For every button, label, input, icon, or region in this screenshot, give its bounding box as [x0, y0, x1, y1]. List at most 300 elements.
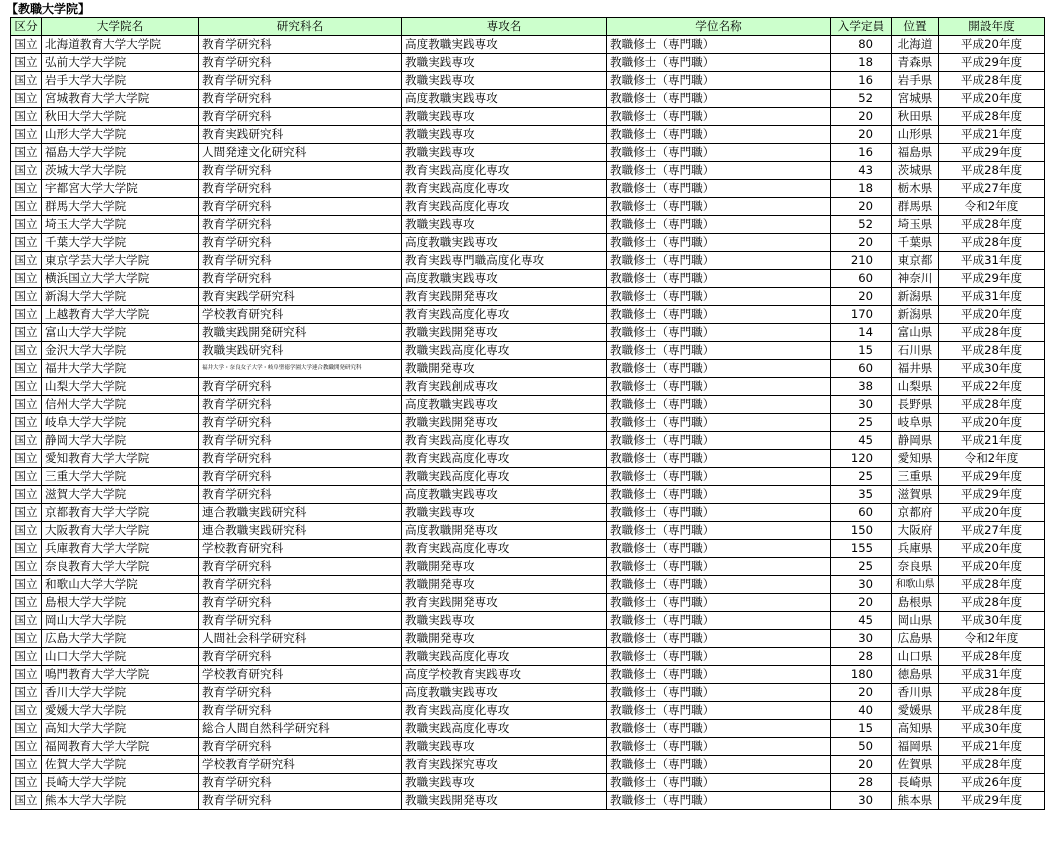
header-capacity: 入学定員 — [831, 18, 892, 36]
year-cell: 令和2年度 — [939, 450, 1045, 468]
location-cell: 熊本県 — [892, 792, 939, 810]
capacity-cell: 52 — [831, 216, 892, 234]
year-cell: 平成21年度 — [939, 738, 1045, 756]
year-cell: 平成29年度 — [939, 144, 1045, 162]
kubun-cell: 国立 — [11, 36, 42, 54]
kubun-cell: 国立 — [11, 342, 42, 360]
university-cell: 東京学芸大学大学院 — [42, 252, 199, 270]
table-row — [11, 144, 1045, 162]
kubun-cell: 国立 — [11, 576, 42, 594]
university-cell: 高知大学大学院 — [42, 720, 199, 738]
location-cell: 高知県 — [892, 720, 939, 738]
graduate-school-cell: 教育学研究科 — [199, 450, 402, 468]
university-cell: 富山大学大学院 — [42, 324, 199, 342]
header-year: 開設年度 — [939, 18, 1045, 36]
graduate-school-cell: 学校教育研究科 — [199, 666, 402, 684]
year-cell: 平成21年度 — [939, 432, 1045, 450]
capacity-cell: 60 — [831, 504, 892, 522]
major-cell: 高度学校教育実践専攻 — [402, 666, 607, 684]
kubun-cell: 国立 — [11, 558, 42, 576]
graduate-school-cell: 教育学研究科 — [199, 594, 402, 612]
capacity-cell: 20 — [831, 288, 892, 306]
degree-cell: 教職修士（専門職） — [607, 666, 831, 684]
capacity-cell: 16 — [831, 72, 892, 90]
graduate-school-cell: 学校教育研究科 — [199, 540, 402, 558]
table-row — [11, 342, 1045, 360]
major-cell: 教育実践探究専攻 — [402, 756, 607, 774]
major-cell: 教職実践専攻 — [402, 216, 607, 234]
year-cell: 平成22年度 — [939, 378, 1045, 396]
degree-cell: 教職修士（専門職） — [607, 360, 831, 378]
major-cell: 教職実践専攻 — [402, 54, 607, 72]
degree-cell: 教職修士（専門職） — [607, 792, 831, 810]
table-row — [11, 72, 1045, 90]
table-row — [11, 360, 1045, 378]
location-cell: 新潟県 — [892, 306, 939, 324]
table-row — [11, 270, 1045, 288]
graduate-school-cell: 教育学研究科 — [199, 72, 402, 90]
graduate-school-cell: 教育学研究科 — [199, 684, 402, 702]
kubun-cell: 国立 — [11, 450, 42, 468]
graduate-school-cell: 学校教育研究科 — [199, 306, 402, 324]
table-row — [11, 612, 1045, 630]
graduate-school-cell: 教育学研究科 — [199, 648, 402, 666]
major-cell: 教職実践高度化専攻 — [402, 468, 607, 486]
location-cell: 愛知県 — [892, 450, 939, 468]
location-cell: 石川県 — [892, 342, 939, 360]
year-cell: 平成31年度 — [939, 666, 1045, 684]
location-cell: 福島県 — [892, 144, 939, 162]
university-cell: 横浜国立大学大学院 — [42, 270, 199, 288]
table-row — [11, 36, 1045, 54]
year-cell: 平成28年度 — [939, 162, 1045, 180]
year-cell: 平成28年度 — [939, 108, 1045, 126]
header-graduate-school: 研究科名 — [199, 18, 402, 36]
table-header-row — [11, 18, 1045, 36]
degree-cell: 教職修士（専門職） — [607, 198, 831, 216]
header-location: 位置 — [892, 18, 939, 36]
capacity-cell: 80 — [831, 36, 892, 54]
graduate-school-cell: 教育学研究科 — [199, 162, 402, 180]
table-row — [11, 126, 1045, 144]
graduate-school-cell: 教育学研究科 — [199, 486, 402, 504]
year-cell: 平成20年度 — [939, 414, 1045, 432]
graduate-school-cell: 福井大学・奈良女子大学・岐阜聖徳学園大学連合教職開発研究科 — [199, 360, 402, 378]
university-cell: 山口大学大学院 — [42, 648, 199, 666]
degree-cell: 教職修士（専門職） — [607, 450, 831, 468]
year-cell: 平成20年度 — [939, 540, 1045, 558]
location-cell: 秋田県 — [892, 108, 939, 126]
degree-cell: 教職修士（専門職） — [607, 378, 831, 396]
capacity-cell: 28 — [831, 774, 892, 792]
kubun-cell: 国立 — [11, 756, 42, 774]
major-cell: 教職実践専攻 — [402, 738, 607, 756]
degree-cell: 教職修士（専門職） — [607, 144, 831, 162]
major-cell: 教育実践専門職高度化専攻 — [402, 252, 607, 270]
kubun-cell: 国立 — [11, 414, 42, 432]
capacity-cell: 60 — [831, 360, 892, 378]
table-row — [11, 234, 1045, 252]
year-cell: 平成28年度 — [939, 702, 1045, 720]
university-cell: 愛媛大学大学院 — [42, 702, 199, 720]
graduate-school-cell: 連合教職実践研究科 — [199, 522, 402, 540]
degree-cell: 教職修士（専門職） — [607, 774, 831, 792]
location-cell: 和歌山県 — [892, 576, 939, 594]
kubun-cell: 国立 — [11, 306, 42, 324]
kubun-cell: 国立 — [11, 486, 42, 504]
degree-cell: 教職修士（専門職） — [607, 522, 831, 540]
degree-cell: 教職修士（専門職） — [607, 468, 831, 486]
graduate-school-cell: 教育学研究科 — [199, 702, 402, 720]
degree-cell: 教職修士（専門職） — [607, 234, 831, 252]
university-cell: 滋賀大学大学院 — [42, 486, 199, 504]
graduate-school-cell: 教育学研究科 — [199, 432, 402, 450]
kubun-cell: 国立 — [11, 522, 42, 540]
university-cell: 福岡教育大学大学院 — [42, 738, 199, 756]
major-cell: 高度教職実践専攻 — [402, 36, 607, 54]
university-cell: 熊本大学大学院 — [42, 792, 199, 810]
kubun-cell: 国立 — [11, 468, 42, 486]
major-cell: 教育実践高度化専攻 — [402, 198, 607, 216]
kubun-cell: 国立 — [11, 144, 42, 162]
location-cell: 埼玉県 — [892, 216, 939, 234]
location-cell: 愛媛県 — [892, 702, 939, 720]
major-cell: 教育実践高度化専攻 — [402, 162, 607, 180]
capacity-cell: 25 — [831, 558, 892, 576]
graduate-school-cell: 教育学研究科 — [199, 576, 402, 594]
table-row — [11, 180, 1045, 198]
location-cell: 福岡県 — [892, 738, 939, 756]
major-cell: 教職実践専攻 — [402, 108, 607, 126]
major-cell: 教職実践高度化専攻 — [402, 720, 607, 738]
capacity-cell: 20 — [831, 594, 892, 612]
location-cell: 長崎県 — [892, 774, 939, 792]
degree-cell: 教職修士（専門職） — [607, 54, 831, 72]
university-cell: 群馬大学大学院 — [42, 198, 199, 216]
university-cell: 金沢大学大学院 — [42, 342, 199, 360]
capacity-cell: 150 — [831, 522, 892, 540]
capacity-cell: 20 — [831, 234, 892, 252]
header-university: 大学院名 — [42, 18, 199, 36]
location-cell: 岩手県 — [892, 72, 939, 90]
university-cell: 北海道教育大学大学院 — [42, 36, 199, 54]
location-cell: 島根県 — [892, 594, 939, 612]
capacity-cell: 43 — [831, 162, 892, 180]
graduate-school-table — [10, 17, 1045, 810]
degree-cell: 教職修士（専門職） — [607, 720, 831, 738]
year-cell: 平成26年度 — [939, 774, 1045, 792]
capacity-cell: 30 — [831, 576, 892, 594]
degree-cell: 教職修士（専門職） — [607, 270, 831, 288]
university-cell: 佐賀大学大学院 — [42, 756, 199, 774]
location-cell: 北海道 — [892, 36, 939, 54]
university-cell: 島根大学大学院 — [42, 594, 199, 612]
major-cell: 教育実践高度化専攻 — [402, 540, 607, 558]
location-cell: 千葉県 — [892, 234, 939, 252]
kubun-cell: 国立 — [11, 774, 42, 792]
table-row — [11, 252, 1045, 270]
kubun-cell: 国立 — [11, 252, 42, 270]
major-cell: 高度教職実践専攻 — [402, 90, 607, 108]
graduate-school-cell: 教育学研究科 — [199, 54, 402, 72]
degree-cell: 教職修士（専門職） — [607, 630, 831, 648]
capacity-cell: 15 — [831, 720, 892, 738]
location-cell: 京都府 — [892, 504, 939, 522]
graduate-school-cell: 教育学研究科 — [199, 180, 402, 198]
year-cell: 平成21年度 — [939, 126, 1045, 144]
kubun-cell: 国立 — [11, 378, 42, 396]
graduate-school-cell: 教育学研究科 — [199, 36, 402, 54]
year-cell: 平成20年度 — [939, 504, 1045, 522]
graduate-school-cell: 教育学研究科 — [199, 108, 402, 126]
university-cell: 信州大学大学院 — [42, 396, 199, 414]
graduate-school-cell: 教育学研究科 — [199, 738, 402, 756]
university-cell: 宇都宮大学大学院 — [42, 180, 199, 198]
year-cell: 平成20年度 — [939, 558, 1045, 576]
table-row — [11, 378, 1045, 396]
degree-cell: 教職修士（専門職） — [607, 756, 831, 774]
university-cell: 広島大学大学院 — [42, 630, 199, 648]
major-cell: 教職実践開発専攻 — [402, 414, 607, 432]
degree-cell: 教職修士（専門職） — [607, 432, 831, 450]
page-title: 【教職大学院】 — [6, 2, 91, 16]
capacity-cell: 38 — [831, 378, 892, 396]
year-cell: 平成31年度 — [939, 252, 1045, 270]
major-cell: 教育実践高度化専攻 — [402, 702, 607, 720]
graduate-school-cell: 教職実践研究科 — [199, 342, 402, 360]
degree-cell: 教職修士（専門職） — [607, 738, 831, 756]
degree-cell: 教職修士（専門職） — [607, 108, 831, 126]
graduate-school-cell: 教育学研究科 — [199, 468, 402, 486]
degree-cell: 教職修士（専門職） — [607, 126, 831, 144]
year-cell: 平成28年度 — [939, 756, 1045, 774]
degree-cell: 教職修士（専門職） — [607, 486, 831, 504]
capacity-cell: 20 — [831, 198, 892, 216]
location-cell: 青森県 — [892, 54, 939, 72]
major-cell: 高度教職開発専攻 — [402, 522, 607, 540]
kubun-cell: 国立 — [11, 54, 42, 72]
major-cell: 高度教職実践専攻 — [402, 234, 607, 252]
location-cell: 静岡県 — [892, 432, 939, 450]
year-cell: 平成30年度 — [939, 720, 1045, 738]
kubun-cell: 国立 — [11, 666, 42, 684]
degree-cell: 教職修士（専門職） — [607, 576, 831, 594]
table-row — [11, 468, 1045, 486]
major-cell: 教職開発専攻 — [402, 630, 607, 648]
table-row — [11, 432, 1045, 450]
capacity-cell: 35 — [831, 486, 892, 504]
location-cell: 岡山県 — [892, 612, 939, 630]
degree-cell: 教職修士（専門職） — [607, 90, 831, 108]
university-cell: 香川大学大学院 — [42, 684, 199, 702]
year-cell: 平成20年度 — [939, 306, 1045, 324]
kubun-cell: 国立 — [11, 126, 42, 144]
degree-cell: 教職修士（専門職） — [607, 558, 831, 576]
major-cell: 教育実践高度化専攻 — [402, 306, 607, 324]
year-cell: 平成28年度 — [939, 234, 1045, 252]
kubun-cell: 国立 — [11, 234, 42, 252]
university-cell: 山梨大学大学院 — [42, 378, 199, 396]
degree-cell: 教職修士（専門職） — [607, 702, 831, 720]
graduate-school-cell: 教育学研究科 — [199, 234, 402, 252]
location-cell: 香川県 — [892, 684, 939, 702]
degree-cell: 教職修士（専門職） — [607, 180, 831, 198]
graduate-school-cell: 教育学研究科 — [199, 90, 402, 108]
capacity-cell: 30 — [831, 630, 892, 648]
location-cell: 滋賀県 — [892, 486, 939, 504]
location-cell: 広島県 — [892, 630, 939, 648]
year-cell: 平成28年度 — [939, 324, 1045, 342]
degree-cell: 教職修士（専門職） — [607, 162, 831, 180]
year-cell: 平成20年度 — [939, 90, 1045, 108]
location-cell: 宮城県 — [892, 90, 939, 108]
graduate-school-cell: 総合人間自然科学研究科 — [199, 720, 402, 738]
capacity-cell: 20 — [831, 756, 892, 774]
kubun-cell: 国立 — [11, 738, 42, 756]
graduate-school-cell: 教育学研究科 — [199, 252, 402, 270]
major-cell: 教職実践専攻 — [402, 774, 607, 792]
year-cell: 平成29年度 — [939, 486, 1045, 504]
kubun-cell: 国立 — [11, 90, 42, 108]
university-cell: 静岡大学大学院 — [42, 432, 199, 450]
table-row — [11, 576, 1045, 594]
degree-cell: 教職修士（専門職） — [607, 36, 831, 54]
location-cell: 兵庫県 — [892, 540, 939, 558]
capacity-cell: 15 — [831, 342, 892, 360]
year-cell: 平成28年度 — [939, 576, 1045, 594]
graduate-school-cell: 教育学研究科 — [199, 414, 402, 432]
major-cell: 教育実践開発専攻 — [402, 594, 607, 612]
kubun-cell: 国立 — [11, 612, 42, 630]
kubun-cell: 国立 — [11, 108, 42, 126]
year-cell: 平成20年度 — [939, 36, 1045, 54]
table-row — [11, 108, 1045, 126]
capacity-cell: 180 — [831, 666, 892, 684]
degree-cell: 教職修士（専門職） — [607, 252, 831, 270]
kubun-cell: 国立 — [11, 648, 42, 666]
capacity-cell: 18 — [831, 54, 892, 72]
university-cell: 和歌山大学大学院 — [42, 576, 199, 594]
graduate-school-cell: 教育学研究科 — [199, 198, 402, 216]
location-cell: 群馬県 — [892, 198, 939, 216]
location-cell: 茨城県 — [892, 162, 939, 180]
degree-cell: 教職修士（専門職） — [607, 216, 831, 234]
year-cell: 平成28年度 — [939, 396, 1045, 414]
university-cell: 奈良教育大学大学院 — [42, 558, 199, 576]
capacity-cell: 45 — [831, 432, 892, 450]
table-row — [11, 666, 1045, 684]
capacity-cell: 25 — [831, 468, 892, 486]
graduate-school-cell: 人間社会科学研究科 — [199, 630, 402, 648]
university-cell: 上越教育大学大学院 — [42, 306, 199, 324]
location-cell: 奈良県 — [892, 558, 939, 576]
table-row — [11, 630, 1045, 648]
degree-cell: 教職修士（専門職） — [607, 648, 831, 666]
capacity-cell: 170 — [831, 306, 892, 324]
location-cell: 徳島県 — [892, 666, 939, 684]
university-cell: 福島大学大学院 — [42, 144, 199, 162]
university-cell: 京都教育大学大学院 — [42, 504, 199, 522]
major-cell: 教職実践開発専攻 — [402, 792, 607, 810]
degree-cell: 教職修士（専門職） — [607, 288, 831, 306]
degree-cell: 教職修士（専門職） — [607, 306, 831, 324]
capacity-cell: 14 — [831, 324, 892, 342]
kubun-cell: 国立 — [11, 162, 42, 180]
university-cell: 岡山大学大学院 — [42, 612, 199, 630]
location-cell: 山梨県 — [892, 378, 939, 396]
major-cell: 教職開発専攻 — [402, 576, 607, 594]
major-cell: 教育実践高度化専攻 — [402, 432, 607, 450]
year-cell: 平成28年度 — [939, 594, 1045, 612]
major-cell: 教職実践高度化専攻 — [402, 648, 607, 666]
university-cell: 長崎大学大学院 — [42, 774, 199, 792]
kubun-cell: 国立 — [11, 180, 42, 198]
major-cell: 教職実践専攻 — [402, 504, 607, 522]
table-row — [11, 522, 1045, 540]
capacity-cell: 20 — [831, 108, 892, 126]
major-cell: 高度教職実践専攻 — [402, 270, 607, 288]
table-row — [11, 288, 1045, 306]
location-cell: 三重県 — [892, 468, 939, 486]
major-cell: 教育実践高度化専攻 — [402, 450, 607, 468]
major-cell: 高度教職実践専攻 — [402, 486, 607, 504]
kubun-cell: 国立 — [11, 540, 42, 558]
graduate-school-cell: 教育実践学研究科 — [199, 288, 402, 306]
kubun-cell: 国立 — [11, 630, 42, 648]
table-row — [11, 306, 1045, 324]
kubun-cell: 国立 — [11, 432, 42, 450]
year-cell: 平成30年度 — [939, 360, 1045, 378]
location-cell: 佐賀県 — [892, 756, 939, 774]
capacity-cell: 52 — [831, 90, 892, 108]
graduate-school-cell: 人間発達文化研究科 — [199, 144, 402, 162]
graduate-school-cell: 学校教育学研究科 — [199, 756, 402, 774]
major-cell: 教育実践創成専攻 — [402, 378, 607, 396]
year-cell: 平成28年度 — [939, 342, 1045, 360]
degree-cell: 教職修士（専門職） — [607, 540, 831, 558]
university-cell: 茨城大学大学院 — [42, 162, 199, 180]
university-cell: 鳴門教育大学大学院 — [42, 666, 199, 684]
kubun-cell: 国立 — [11, 702, 42, 720]
major-cell: 教職開発専攻 — [402, 558, 607, 576]
kubun-cell: 国立 — [11, 594, 42, 612]
degree-cell: 教職修士（専門職） — [607, 342, 831, 360]
location-cell: 東京都 — [892, 252, 939, 270]
capacity-cell: 16 — [831, 144, 892, 162]
location-cell: 栃木県 — [892, 180, 939, 198]
year-cell: 平成27年度 — [939, 180, 1045, 198]
degree-cell: 教職修士（専門職） — [607, 72, 831, 90]
table-row — [11, 414, 1045, 432]
degree-cell: 教職修士（専門職） — [607, 396, 831, 414]
table-row — [11, 648, 1045, 666]
capacity-cell: 30 — [831, 792, 892, 810]
major-cell: 高度教職実践専攻 — [402, 684, 607, 702]
kubun-cell: 国立 — [11, 72, 42, 90]
table-row — [11, 594, 1045, 612]
degree-cell: 教職修士（専門職） — [607, 504, 831, 522]
table-row — [11, 540, 1045, 558]
major-cell: 教職実践高度化専攻 — [402, 342, 607, 360]
table-row — [11, 738, 1045, 756]
capacity-cell: 45 — [831, 612, 892, 630]
graduate-school-cell: 教育学研究科 — [199, 270, 402, 288]
location-cell: 長野県 — [892, 396, 939, 414]
header-major: 専攻名 — [402, 18, 607, 36]
location-cell: 岐阜県 — [892, 414, 939, 432]
location-cell: 新潟県 — [892, 288, 939, 306]
major-cell: 教職実践専攻 — [402, 612, 607, 630]
